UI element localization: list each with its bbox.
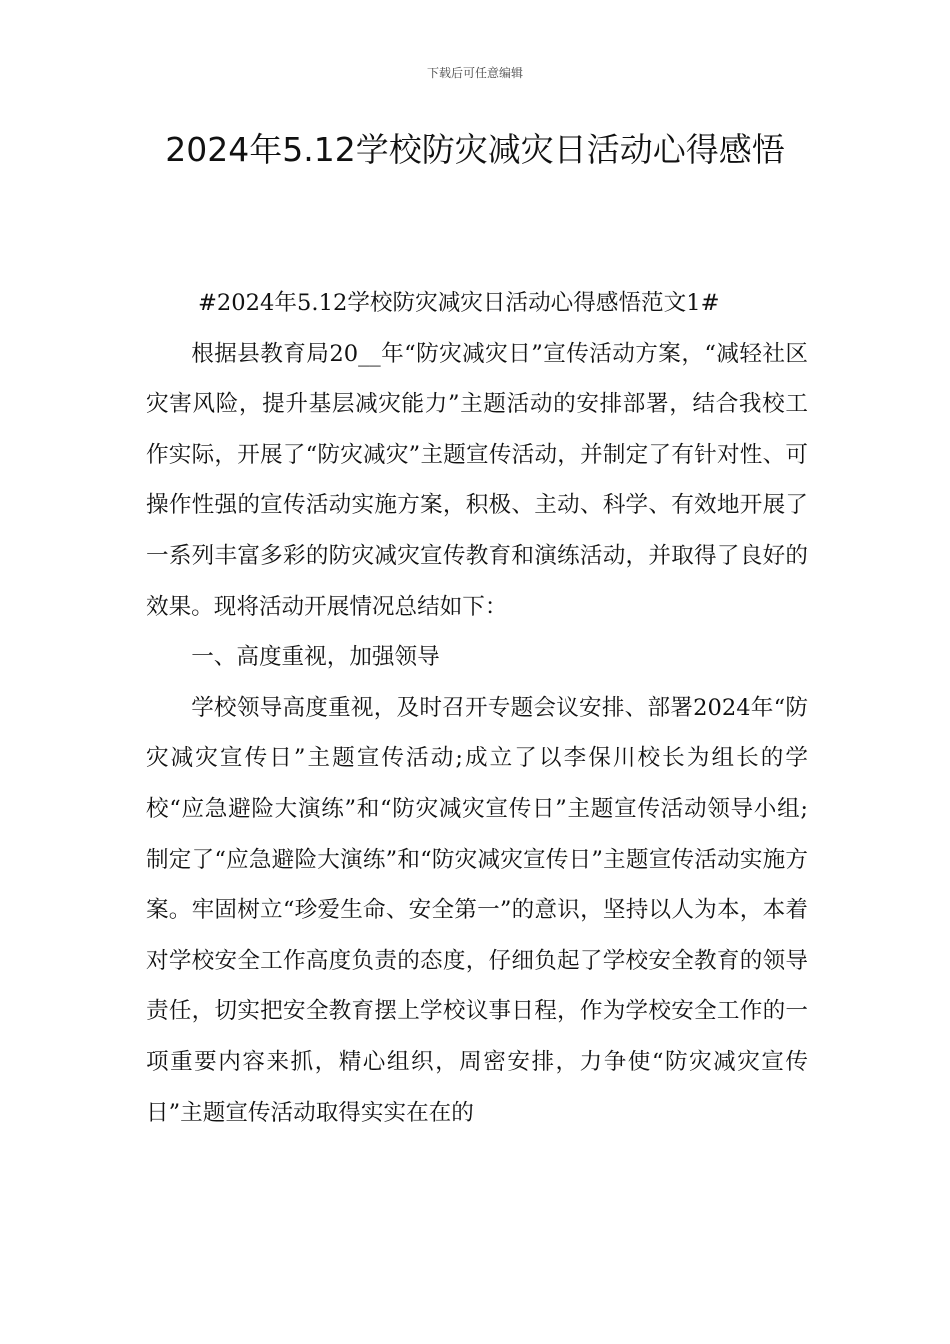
header-note: 下载后可任意编辑 <box>426 66 523 80</box>
document-title: 2024年5.12学校防灾减灾日活动心得感悟 <box>165 130 785 169</box>
document-subtitle: #2024年5.12学校防灾减灾日活动心得感悟范文1# <box>198 290 720 316</box>
paragraph-intro: 根据县教育局20__年“防灾减灾日”宣传活动方案，“减轻社区灾害风险，提升基层减灾能力”主题活动的安排部署，结合我校工作实际，开展了“防灾减灾”主题宣传活动，并制定了有针对性、可操作性强的宣传活动实施方案，积极、主动、科学、有效地开展了一系列丰富多彩的防灾减灾宣传教育和演练活动，并取得了良好的效果。现将活动开展情况总结如下： <box>146 340 808 620</box>
paragraph-leadership: 学校领导高度重视，及时召开专题会议安排、部署2024年“防灾减灾宣传日”主题宣传活动;成立了以李保川校长为组长的学校“应急避险大演练”和“防灾减灾宣传日”主题宣传活动领导小组;制定了“应急避险大演练”和“防灾减灾宣传日”主题宣传活动实施方案。牢固树立“珍爱生命、安全第一”的意识，坚持以人为本，本着对学校安全工作高度负责的态度，仔细负起了学校安全教育的领导责任，切实把安全教育摆上学校议事日程，作为学校安全工作的一项重要内容来抓，精心组织，周密安排，力争使“防灾减灾宣传日”主题宣传活动取得实实在在的 <box>146 694 808 1126</box>
document-body <box>146 278 808 1138</box>
section-heading: 一、高度重视，加强领导 <box>191 644 440 671</box>
